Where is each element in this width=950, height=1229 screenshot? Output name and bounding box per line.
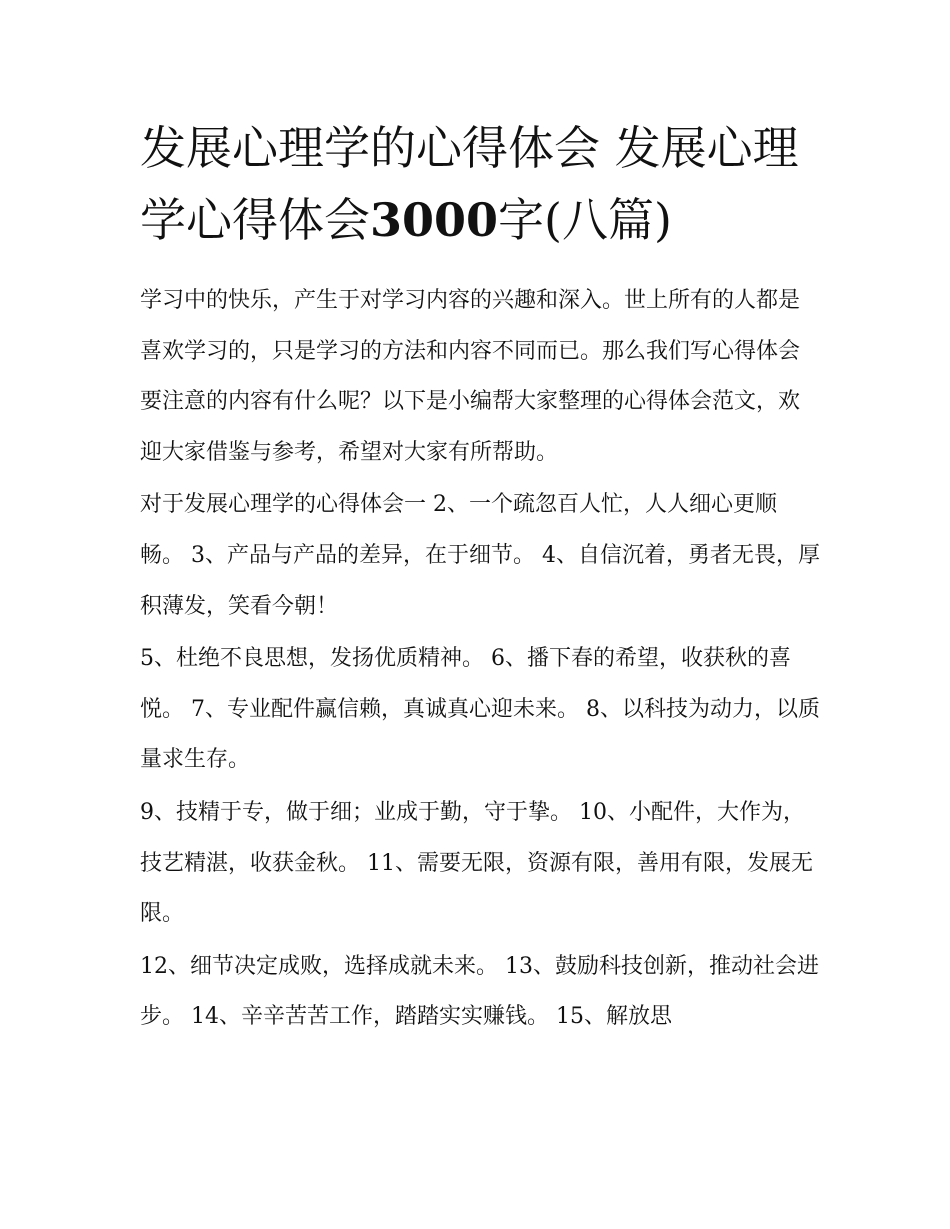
document-body (140, 276, 820, 1045)
paragraph-4: 12、细节决定成败，选择成就未来。 13、鼓励科技创新，推动社会进步。 14、辛辛苦苦工作，踏踏实实赚钱。 15、解放思 (140, 953, 819, 1030)
paragraph-2: 5、杜绝不良思想，发扬优质精神。 6、播下春的希望，收获秋的喜悦。 7、专业配件赢信赖，真诚真心迎未来。 8、以科技为动力，以质量求生存。 (140, 646, 820, 773)
title-number: 3000 (370, 193, 499, 247)
paragraph-3: 9、技精于专，做于细；业成于勤，守于挚。 10、小配件，大作为，技艺精湛，收获金秋。 11、需要无限，资源有限，善用有限，发展无限。 (140, 799, 813, 927)
document-title: 发展心理学的心得体会 发展心理学心得体会3000字(八篇) (140, 121, 799, 247)
paragraph-1: 对于发展心理学的心得体会一 2、一个疏忽百人忙，人人细心更顺畅。 3、产品与产品的差异，在于细节。 4、自信沉着，勇者无畏，厚积薄发，笑看今朝！ (140, 492, 820, 619)
paragraph-intro: 学习中的快乐，产生于对学习内容的兴趣和深入。世上所有的人都是喜欢学习的，只是学习的方法和内容不同而已。那么我们写心得体会要注意的内容有什么呢？以下是小编帮大家整理的心得体会范文，欢迎大家借鉴与参考，希望对大家有所帮助。 (140, 288, 801, 465)
